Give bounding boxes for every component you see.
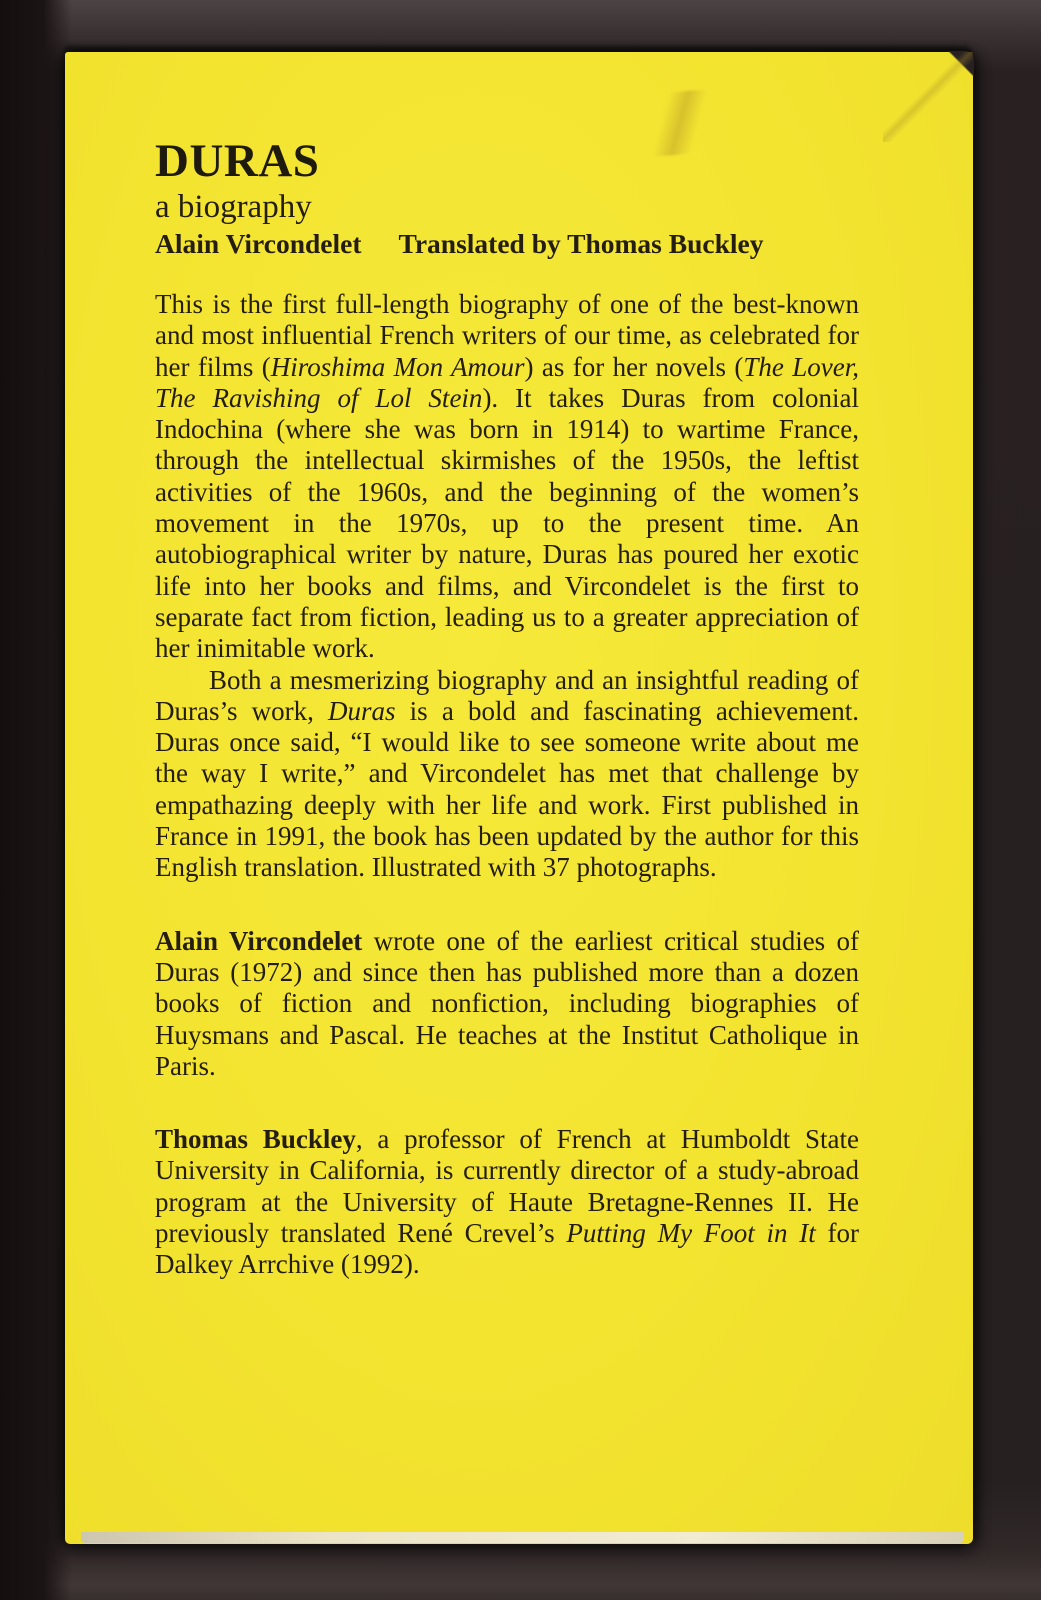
text-segment: The Lover, The Ravishing of Lol Stein	[155, 351, 859, 413]
background-left-shadow	[0, 0, 72, 1600]
text-segment: for Dalkey Arrchive (1992).	[155, 1218, 860, 1280]
blurb-paragraph-2	[155, 665, 859, 884]
text-segment: wrote one of the earliest critical studies of Duras (1972) and since then has published more than a dozen books of fiction and nonfiction, including biographies of Huysmans and Pascal. He teaches at the Institut Catholique in Paris.	[155, 925, 859, 1081]
text-segment: Thomas Buckley	[155, 1124, 356, 1155]
text-segment: Both a mesmerizing biography and an insightful reading of Duras’s work,	[155, 664, 859, 726]
book-title: DURAS	[155, 135, 320, 187]
text-segment: ) as for her novels (	[524, 351, 744, 382]
text-segment: Hiroshima Mon Amour	[270, 351, 525, 382]
author-bio-paragraph	[155, 926, 859, 1082]
book-back-cover	[65, 52, 973, 1544]
text-segment: Duras	[328, 695, 396, 726]
translator-bio-paragraph	[155, 1124, 859, 1280]
text-segment: ). It takes Duras from colonial Indochina (where she was born in 1914) to wartime France, through the intellectual skirmishes of the 1950s, the leftist activities of the 1960s, and the beginning of the women’s movement in the 1970s, up to the present time. An autobiographical writer by nature, Duras has poured her exotic life into her books and films, and Vircondelet is the first to separate fact from fiction, leading us to a greater appreciation of her inimitable work.	[155, 382, 859, 664]
page-edge	[81, 1532, 964, 1543]
corner-crease-mark	[883, 52, 973, 142]
text-segment: Putting My Foot in It	[566, 1218, 816, 1249]
text-segment: is a bold and fascinating achievement. Duras once said, “I would like to see someone write about me the way I write,” and Vircondelet has met that challenge by empathazing deeply with her life and work. First published in France in 1991, the book has been updated by the author for this English translation. Illustrated with 37 photographs.	[155, 695, 859, 883]
text-segment: Alain Vircondelet	[155, 925, 363, 956]
translator-credit: Translated by Thomas Buckley	[398, 228, 764, 259]
byline	[155, 228, 859, 260]
text-segment: , a professor of French at Humboldt State University in California, is currently director of a study-abroad program at the University of Haute Bretagne-Rennes II. He previously translated René Crevel’s	[155, 1124, 859, 1249]
cover-text-block	[155, 136, 859, 1281]
author-name: Alain Vircondelet	[155, 228, 362, 259]
text-segment: This is the first full-length biography of one of the best-known and most influential French writers of our time, as celebrated for her films (	[155, 289, 859, 382]
book-subtitle: a biography	[155, 189, 312, 225]
blurb-paragraph-1	[155, 289, 859, 665]
